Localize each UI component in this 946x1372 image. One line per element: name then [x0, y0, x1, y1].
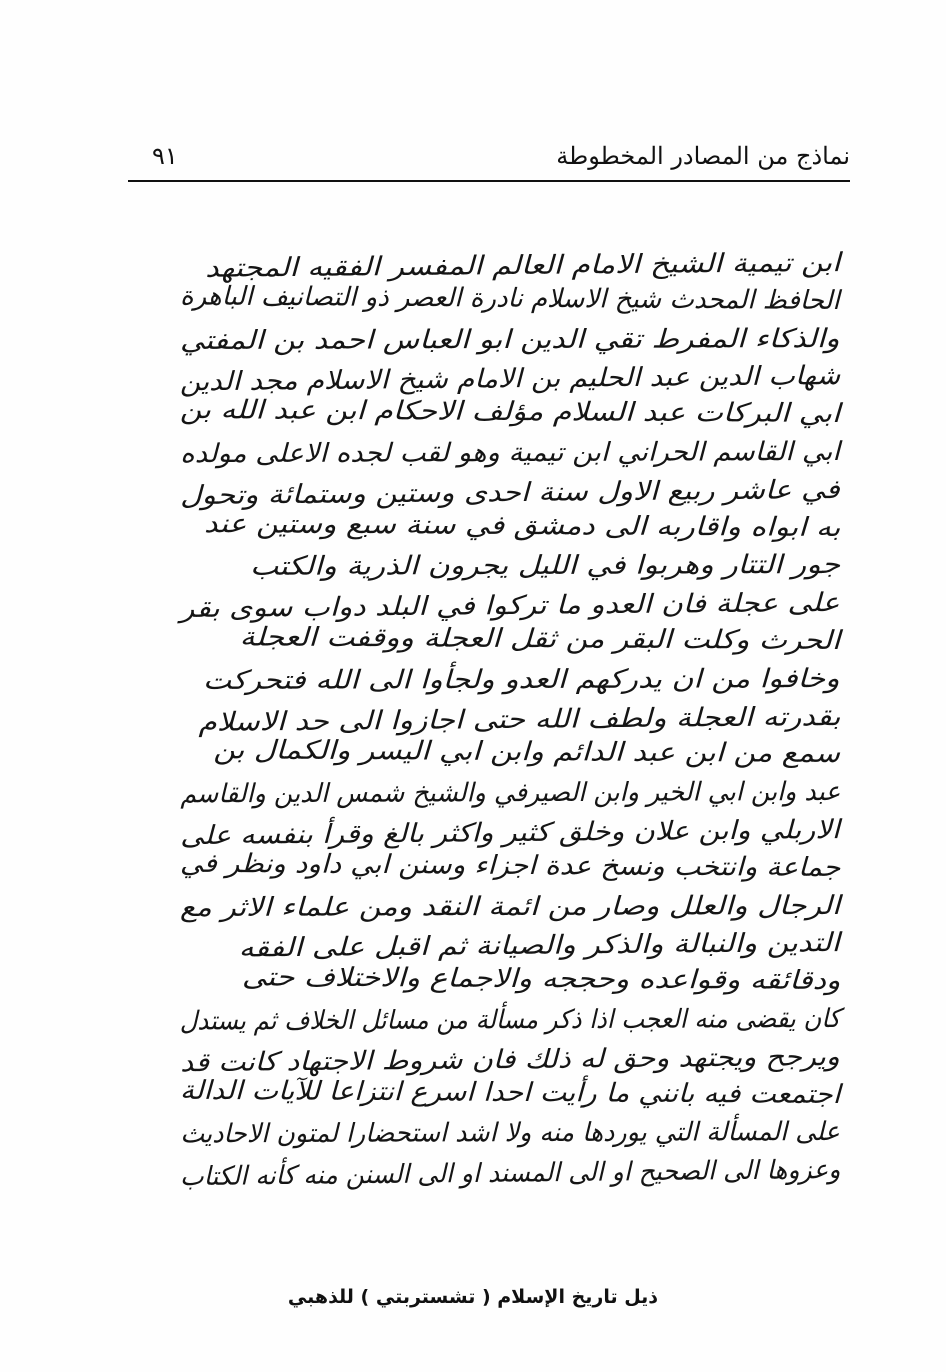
manuscript-line: شهاب الدين عبد الحليم بن الامام شيخ الاسلام مجد الدين: [179, 361, 841, 398]
manuscript-line: ابي القاسم الحراني ابن تيمية وهو لقب لجده الاعلى مولده: [180, 437, 841, 470]
manuscript-line: الرجال والعلل وصار من ائمة النقد ومن علماء الاثر مع: [179, 890, 841, 923]
page-footer: ذيل تاريخ الإسلام ( تشستربتي ) للذهبي: [287, 1286, 659, 1308]
manuscript-line: والذكاء المفرط تقي الدين ابو العباس احمد بن المفتي: [180, 323, 841, 356]
manuscript-line: ابي البركات عبد السلام مؤلف الاحكام ابن عبد الله بن: [179, 395, 841, 430]
manuscript-line: الاربلي وابن علان وخلق كثير واكثر بالغ وقرأ بنفسه على: [180, 815, 841, 852]
manuscript-line: اجتمعت فيه بانني ما رأيت احدا اسرع انتزاعا للآيات الدالة: [179, 1075, 841, 1110]
page-header: [128, 138, 850, 182]
manuscript-line: جور التتار وهربوا في الليل يجرون الذرية والكتب: [249, 550, 841, 583]
manuscript-line: جماعة وانتخب ونسخ عدة اجزاء وسنن ابي داود ونظر في: [179, 848, 841, 883]
manuscript-line: ابن تيمية الشيخ الامام العالم المفسر الفقيه المجتهد: [204, 248, 841, 284]
manuscript-line: الحافظ المحدث شيخ الاسلام نادرة العصر ذو التصانيف الباهرة: [180, 281, 841, 316]
manuscript-line: وخافوا من ان يدركهم العدو ولجأوا الى الله فتحركت: [203, 663, 841, 696]
header-title: نماذج من المصادر المخطوطة: [556, 142, 850, 170]
manuscript-line: التدين والنبالة والذكر والصيانة ثم اقبل على الفقه: [238, 928, 841, 964]
manuscript-text-block: [180, 242, 840, 1192]
manuscript-line: كان يقضى منه العجب اذا ذكر مسألة من مسائل الخلاف ثم يستدل: [179, 1004, 841, 1037]
manuscript-line: على عجلة فان العدو ما تركوا في البلد دواب سوى بقر: [180, 588, 841, 625]
manuscript-line: الحرث وكلت البقر من ثقل العجلة ووقفت العجلة: [239, 622, 841, 656]
manuscript-line: به ابواه واقاربه الى دمشق في سنة سبع وستين عند: [203, 508, 841, 543]
manuscript-line: ودقائقه وقواعده وحججه والاجماع والاختلاف حتى: [241, 962, 841, 997]
manuscript-line: سمع من ابن عبد الدائم وابن ابي اليسر والكمال بن: [213, 735, 841, 770]
manuscript-line: في عاشر ربيع الاول سنة احدى وستين وستمائة وتحول: [180, 474, 841, 511]
manuscript-line: وعزوها الى الصحيح او الى المسند او الى السنن منه كأنه الكتاب: [179, 1155, 841, 1193]
manuscript-line: بقدرته العجلة ولطف الله حتى اجازوا الى حد الاسلام: [197, 701, 841, 738]
manuscript-line: على المسألة التي يوردها منه ولا اشد استحضارا لمتون الاحاديث: [180, 1117, 841, 1150]
page-number: ٩١: [152, 142, 178, 170]
manuscript-line: ويرجح ويجتهد وحق له ذلك فان شروط الاجتهاد كانت قد: [180, 1041, 841, 1079]
manuscript-line: عبد وابن ابي الخير وابن الصيرفي والشيخ شمس الدين والقاسم: [179, 777, 841, 810]
